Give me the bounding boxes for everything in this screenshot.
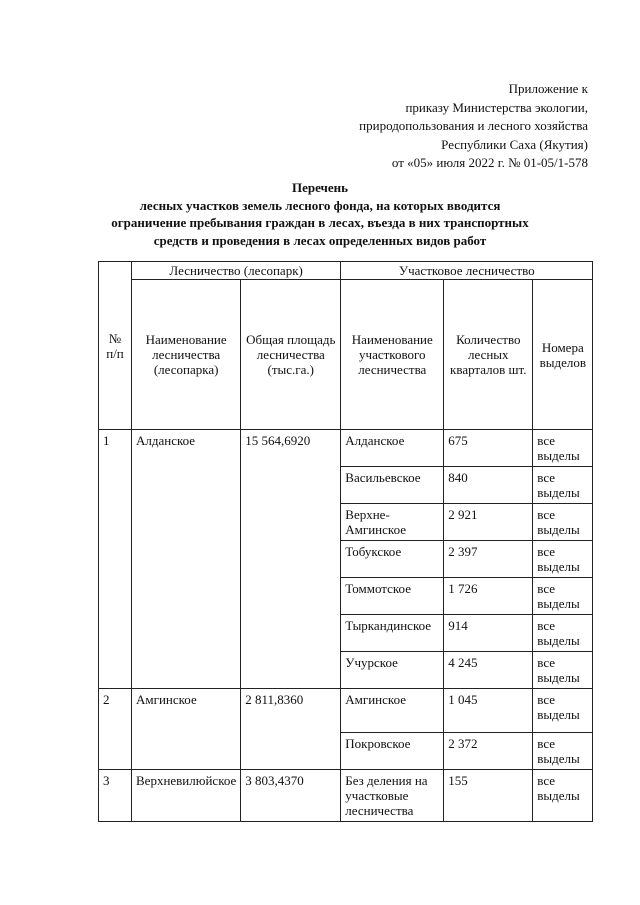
header-quarters: Количество лесных кварталов шт.	[444, 280, 533, 430]
header-district-name: Наименование участкового лесничества	[341, 280, 444, 430]
district-name: Васильевское	[341, 467, 444, 504]
plot-numbers: все выделы	[533, 733, 593, 770]
quarters-count: 675	[444, 430, 533, 467]
table-row	[99, 689, 593, 733]
district-name: Тыркандинское	[341, 615, 444, 652]
forestry-name: Алданское	[132, 430, 241, 689]
quarters-count: 2 372	[444, 733, 533, 770]
header-line: Приложение к	[508, 81, 588, 96]
forestry-area: 15 564,6920	[241, 430, 341, 689]
header-area: Общая площадь лесничества (тыс.га.)	[241, 280, 341, 430]
plot-numbers: все выделы	[533, 578, 593, 615]
row-number: 3	[99, 770, 132, 822]
district-name: Верхне-Амгинское	[341, 504, 444, 541]
document-title	[0, 179, 640, 249]
table-row	[99, 430, 593, 467]
title-line: средств и проведения в лесах определенных видов работ	[153, 232, 487, 248]
quarters-count: 155	[444, 770, 533, 822]
forestry-name: Верхневилюйское	[132, 770, 241, 822]
header-line: от «05» июля 2022 г. № 01-05/1-578	[391, 155, 588, 170]
row-number: 2	[99, 689, 132, 770]
title-line: лесных участков земель лесного фонда, на которых вводится	[139, 197, 501, 213]
district-name: Учурское	[341, 652, 444, 689]
forestry-area: 3 803,4370	[241, 770, 341, 822]
quarters-count: 1 045	[444, 689, 533, 733]
plot-numbers: все выделы	[533, 615, 593, 652]
header-plots: Номера выделов	[533, 280, 593, 430]
quarters-count: 4 245	[444, 652, 533, 689]
quarters-count: 2 921	[444, 504, 533, 541]
plot-numbers: все выделы	[533, 467, 593, 504]
plot-numbers: все выделы	[533, 504, 593, 541]
header-line: природопользования и лесного хозяйства	[359, 118, 588, 133]
quarters-count: 914	[444, 615, 533, 652]
district-name: Покровское	[341, 733, 444, 770]
district-name: Томмотское	[341, 578, 444, 615]
district-name: Алданское	[341, 430, 444, 467]
quarters-count: 1 726	[444, 578, 533, 615]
plot-numbers: все выделы	[533, 430, 593, 467]
header-line: приказу Министерства экологии,	[405, 99, 588, 115]
title-line: ограничение пребывания граждан в лесах, въезда в них транспортных	[111, 215, 529, 230]
quarters-count: 2 397	[444, 541, 533, 578]
plot-numbers: все выделы	[533, 689, 593, 733]
district-name: Амгинское	[341, 689, 444, 733]
header-line: Республики Саха (Якутия)	[441, 136, 588, 152]
table-row	[99, 770, 593, 822]
row-number: 1	[99, 430, 132, 689]
district-name: Тобукское	[341, 541, 444, 578]
plot-numbers: все выделы	[533, 652, 593, 689]
group-header-forestry: Лесничество (лесопарк)	[132, 262, 341, 280]
forestry-area: 2 811,8360	[241, 689, 341, 770]
header-forestry-name: Наименование лесничества (лесопарка)	[132, 280, 241, 430]
group-header-district: Участковое лесничество	[341, 262, 593, 280]
table-body	[99, 430, 593, 822]
quarters-count: 840	[444, 467, 533, 504]
document-header	[359, 80, 588, 173]
header-number: № п/п	[99, 262, 132, 430]
district-name: Без деления на участковые лесничества	[341, 770, 444, 822]
forest-table	[98, 261, 593, 822]
title-line: Перечень	[291, 180, 349, 195]
plot-numbers: все выделы	[533, 541, 593, 578]
plot-numbers: все выделы	[533, 770, 593, 822]
forestry-name: Амгинское	[132, 689, 241, 770]
